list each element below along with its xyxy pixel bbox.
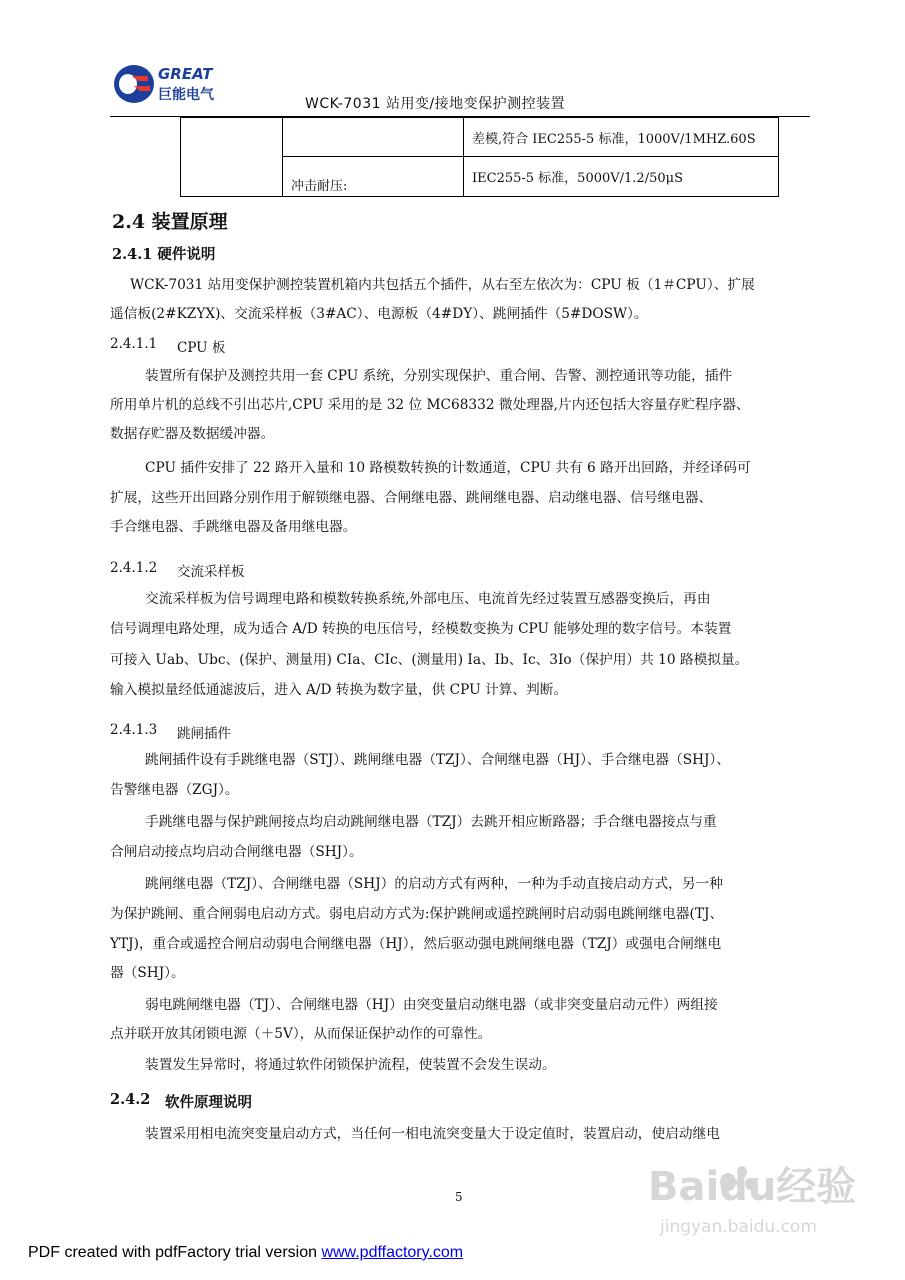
table-cell: 差模,符合 IEC255-5 标准，1000V/1MHZ.60S (464, 118, 779, 157)
paragraph-line: 告警继电器（ZGJ）。 (110, 782, 239, 798)
subsection-number: 2.4.1.2 (110, 560, 158, 576)
pdf-footer (28, 1244, 463, 1262)
baidu-watermark (640, 1142, 870, 1242)
table-cell (181, 118, 283, 197)
page-number: 5 (455, 1190, 463, 1204)
section-heading-2-4: 2.4 装置原理 (112, 211, 228, 233)
paragraph-line: 扩展，这些开出回路分别作用于解锁继电器、合闸继电器、跳闸继电器、启动继电器、信号继电器、 (110, 490, 713, 506)
spec-table (180, 117, 779, 197)
subsection-title: 跳闸插件 (177, 726, 231, 742)
logo-chinese-text: 巨能电气 (158, 87, 214, 103)
subsection-number: 2.4.1.1 (110, 336, 158, 352)
paragraph-line: 点并联开放其闭锁电源（＋5V），从而保证保护动作的可靠性。 (110, 1026, 492, 1042)
section-heading-2-4-1: 2.4.1 硬件说明 (112, 246, 216, 263)
company-logo (112, 62, 237, 106)
table-cell: 冲击耐压: (283, 157, 464, 197)
watermark-url: jingyan.baidu.com (660, 1217, 817, 1237)
paragraph-line: 交流采样板为信号调理电路和模数转换系统,外部电压、电流首先经过装置互感器变换后，再由 (145, 591, 711, 607)
document-header-title: WCK-7031 站用变/接地变保护测控装置 (305, 96, 566, 112)
subsection-title: 交流采样板 (177, 564, 245, 580)
paragraph-line: 跳闸继电器（TZJ）、合闸继电器（SHJ）的启动方式有两种，一种为手动直接启动方式，另一种 (145, 876, 723, 892)
table-cell: IEC255-5 标准，5000V/1.2/50μS (464, 157, 779, 197)
footer-link[interactable]: www.pdffactory.com (321, 1244, 464, 1261)
paragraph-line: 装置所有保护及测控共用一套 CPU 系统，分别实现保护、重合闸、告警、测控通讯等功能，插件 (145, 368, 733, 384)
paragraph-line: 跳闸插件设有手跳继电器（STJ）、跳闸继电器（TZJ）、合闸继电器（HJ）、手合继电器（SHJ）、 (145, 752, 731, 768)
paragraph-line: 弱电跳闸继电器（TJ）、合闸继电器（HJ）由突变量启动继电器（或非突变量启动元件）两组接 (145, 997, 718, 1013)
paragraph-line: 数据存贮器及数据缓冲器。 (110, 426, 275, 442)
paragraph-line: 可接入 Uab、Ubc、(保护、测量用) CIa、CIc、(测量用) Ia、Ib、Ic、3Io（保护用）共 10 路模拟量。 (110, 652, 749, 668)
paragraph-line: YTJ)，重合或遥控合闸启动弱电合闸继电器（HJ），然后驱动强电跳闸继电器（TZJ）或强电合闸继电 (110, 936, 722, 952)
table-row (181, 118, 779, 157)
paragraph-line: 器（SHJ）。 (110, 965, 185, 981)
paragraph-line: 信号调理电路处理，成为适合 A/D 转换的电压信号，经模数变换为 CPU 能够处理的数字信号。本装置 (110, 621, 732, 637)
paragraph-line: 装置发生异常时，将通过软件闭锁保护流程，使装置不会发生误动。 (145, 1057, 556, 1073)
watermark-brand: Baidu经验 (648, 1164, 857, 1210)
paragraph-line: 遥信板(2#KZYX)、交流采样板（3#AC）、电源板（4#DY）、跳闸插件（5#DOSW）。 (110, 306, 648, 322)
subsection-number: 2.4.2 (110, 1091, 151, 1108)
paragraph-line: 为保护跳闸、重合闸弱电启动方式。弱电启动方式为:保护跳闸或遥控跳闸时启动弱电跳闸继电器(TJ、 (110, 906, 724, 922)
paragraph-line: 装置采用相电流突变量启动方式，当任何一相电流突变量大于设定值时，装置启动，使启动继电 (145, 1126, 720, 1142)
logo-english-text: GREAT (158, 65, 213, 83)
paragraph-line: WCK-7031 站用变保护测控装置机箱内共包括五个插件，从右至左依次为：CPU 板（1＃CPU）、扩展 (130, 277, 755, 293)
paragraph-line: 合闸启动接点均启动合闸继电器（SHJ）。 (110, 844, 363, 860)
table-cell (283, 118, 464, 157)
paragraph-line: CPU 插件安排了 22 路开入量和 10 路模数转换的计数通道，CPU 共有 6 路开出回路，并经译码可 (145, 460, 751, 476)
subsection-title: 软件原理说明 (165, 1094, 252, 1111)
paragraph-line: 手合继电器、手跳继电器及备用继电器。 (110, 519, 357, 535)
footer-text: PDF created with pdfFactory trial version (28, 1244, 322, 1261)
subsection-number: 2.4.1.3 (110, 722, 158, 738)
subsection-title: CPU 板 (177, 340, 226, 356)
paragraph-line: 手跳继电器与保护跳闸接点均启动跳闸继电器（TZJ）去跳开相应断路器；手合继电器接点与重 (145, 814, 717, 830)
paragraph-line: 所用单片机的总线不引出芯片,CPU 采用的是 32 位 MC68332 微处理器,片内还包括大容量存贮程序器、 (110, 397, 750, 413)
paragraph-line: 输入模拟量经低通滤波后，进入 A/D 转换为数字量，供 CPU 计算、判断。 (110, 682, 568, 698)
